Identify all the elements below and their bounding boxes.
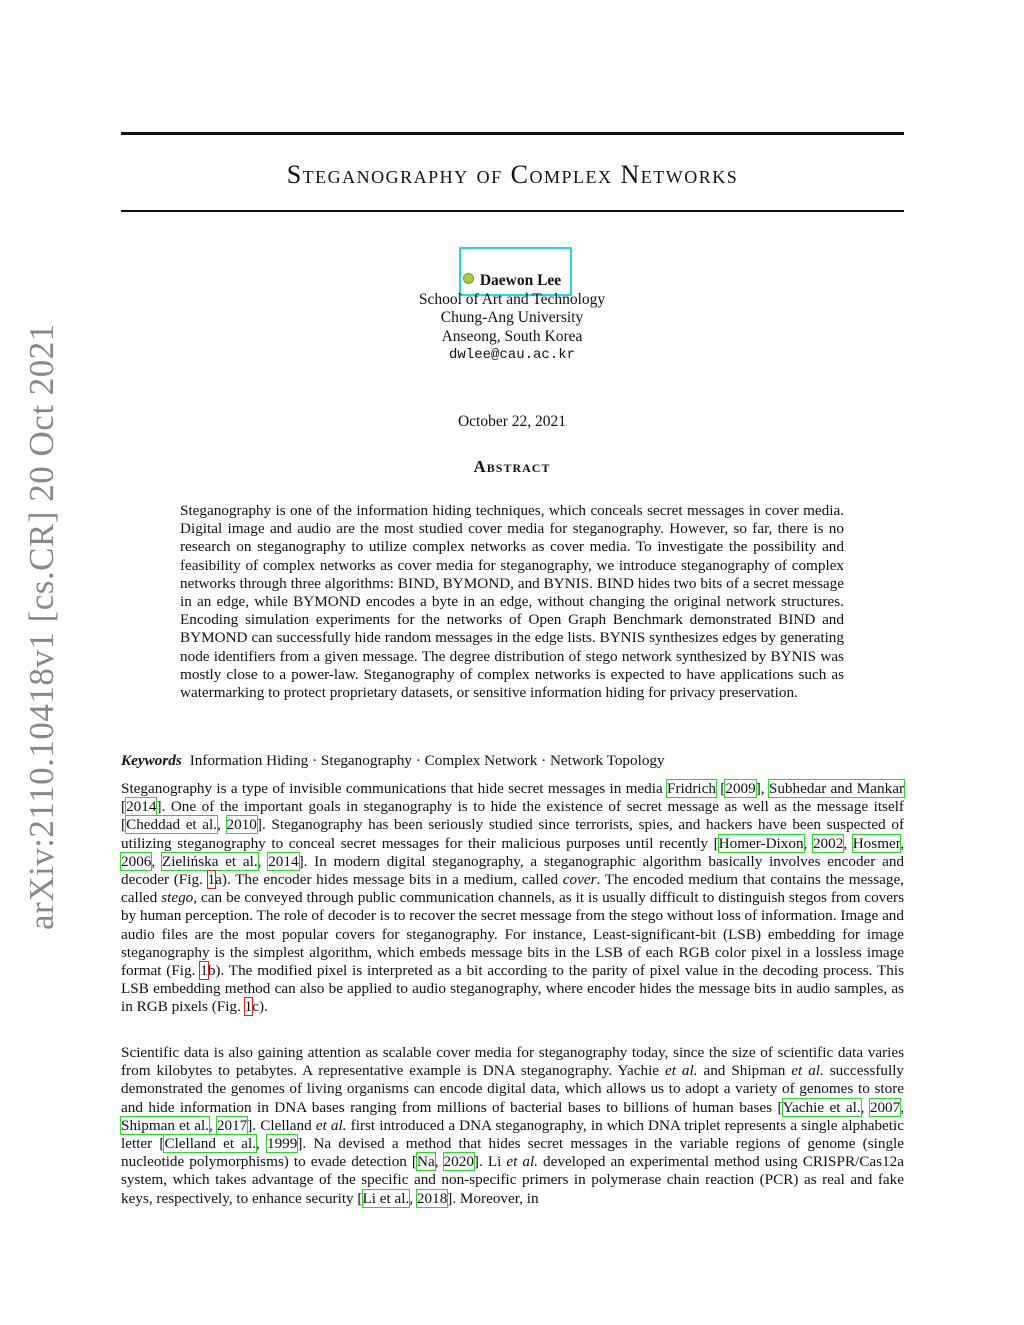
paper-title: Steganography of Complex Networks <box>286 160 739 189</box>
citation-link[interactable]: Clelland et al. <box>164 1135 256 1153</box>
figure-ref-link[interactable]: 1 <box>244 998 253 1016</box>
abstract-heading: Abstract <box>473 457 551 476</box>
intro-paragraph-1 <box>121 780 904 1017</box>
text: , <box>843 834 853 852</box>
citation-link[interactable]: Subhedar and Mankar <box>768 780 905 797</box>
citation-link[interactable]: 2009 <box>725 780 756 797</box>
text: , <box>900 1098 905 1116</box>
text: developed an experimental method using CRISPR/Cas12a system, which takes advantage of the specific and non-specific primers in polymerase chain reaction (PCR) as real and fake keys, respectively, to enhance security [ <box>121 1153 904 1207</box>
text: successfully demonstrated the genomes of living organisms can encode digital data, which allows us to adopt a variety of genomes to store and hide information in DNA bases ranging from millions of bacterial bases to billions of human bases [ <box>121 1062 905 1116</box>
text: Steganography is a type of invisible communications that hide secret messages in media <box>121 780 668 797</box>
emphasis: et al. <box>315 1116 347 1134</box>
paper-date: October 22, 2021 <box>457 413 567 430</box>
text: [ <box>715 780 726 797</box>
author-university: Chung-Ang University <box>440 309 584 326</box>
text: ]. Li <box>473 1153 507 1171</box>
citation-link[interactable]: 2014 <box>126 798 157 816</box>
citation-link[interactable]: 2018 <box>416 1189 448 1207</box>
emphasis: et al. <box>664 1062 698 1080</box>
emphasis: et al. <box>791 1062 824 1080</box>
arxiv-sidebar-stamp: arXiv:2110.10418v1 [cs.CR] 20 Oct 2021 <box>22 323 61 930</box>
citation-link[interactable]: 2007 <box>869 1098 901 1116</box>
citation-link[interactable]: 2020 <box>443 1153 474 1171</box>
citation-link[interactable]: Shipman et al. <box>121 1116 209 1134</box>
title-top-rule <box>121 132 904 135</box>
citation-link[interactable]: Fridrich <box>667 780 716 797</box>
text: , <box>860 1098 870 1116</box>
text: , <box>217 816 227 834</box>
abstract-text: Steganography is one of the information hiding techniques, which conceals secret messages in cover media. Digital image and audio are the most studied cover media for steganography. However, so far, there is no research on steganography to utilize complex networks as cover media. To investigate the possibility and feasibility of complex networks as cover media for steganography, we introduce steganography of complex networks through three algorithms: BIND, BYMOND, and BYNIS. BIND hides two bits of a secret message in an edge, while BYMOND encodes a byte in an edge, without changing the original network structures. Encoding simulation experiments for the networks of Open Graph Benchmark demonstrated BIND and BYMOND can successfully hide random messages in the edge lists. BYNIS synthesizes edges by generating node identifiers from a given message. The degree distribution of stego network synthesized by BYNIS was mostly close to a power-law. Steganography of complex networks is expected to have applications such as watermarking to protect proprietary datasets, or sensitive information hiding for privacy preservation. <box>180 502 844 702</box>
text: ]. Clelland <box>247 1116 316 1134</box>
citation-link[interactable]: Yachie et al. <box>782 1098 861 1116</box>
citation-link[interactable]: Na <box>416 1153 435 1171</box>
text: , <box>257 852 269 870</box>
text: , <box>803 834 813 852</box>
text: ]. In modern digital steganography, a steganographic algorithm basically involves encoder and decoder (Fig. <box>121 852 905 889</box>
citation-link[interactable]: Li et al. <box>362 1189 410 1207</box>
keywords-line <box>121 752 904 770</box>
text: first introduced a DNA steganography, in which DNA triplet represents a single alphabetic letter [ <box>121 1116 904 1153</box>
text: , <box>151 852 162 870</box>
text: ], <box>755 780 769 797</box>
figure-ref-link[interactable]: 1 <box>200 962 208 980</box>
keywords-text: Information Hiding · Steganography · Complex Network · Network Topology <box>189 752 665 769</box>
text: ]. Steganography has been seriously studied since terrorists, spies, and hackers have been suspected of utilizing steganography to conceal secret messages for their malicious purposes until recently [ <box>121 816 904 852</box>
text: , <box>256 1135 267 1153</box>
author-name: Daewon Lee <box>479 272 562 289</box>
author-location: Anseong, South Korea <box>441 327 583 345</box>
citation-link[interactable]: 1999 <box>266 1135 298 1153</box>
text: . The encoded medium that contains the message, called <box>121 871 904 907</box>
citation-link[interactable]: 2006 <box>121 852 152 870</box>
text: , can be conveyed through public communication channels, as it is usually difficult to distinguish stegos from covers by human perception. The role of decoder is to recover the secret message from the stego without loss of information. Image and audio files are the most popular covers for steganography. For instance, Least-significant-bit (LSB) embedding for image steganography is the simplest algorithm, which embeds message bits in the LSB of each RGB color pixel in a lossless image format (Fig. <box>121 889 904 980</box>
text: , <box>208 1116 217 1134</box>
figure-ref-link[interactable]: 1 <box>207 871 216 889</box>
text: Scientific data is also gaining attention as scalable cover media for steganography today, since the size of scientific data varies from kilobytes to petabytes. A representative example is DNA steganography. Yachie <box>121 1044 904 1080</box>
author-affiliation: School of Art and Technology <box>418 290 606 308</box>
citation-link[interactable]: Zielińska et al. <box>161 852 258 870</box>
text: [ <box>121 798 127 816</box>
emphasis: stego <box>161 889 194 907</box>
keywords-label: Keywords <box>121 752 182 769</box>
intro-paragraph-2 <box>121 1044 904 1208</box>
citation-link[interactable]: 2002 <box>812 834 844 852</box>
text: , <box>434 1153 444 1171</box>
text: c). <box>252 998 268 1016</box>
author-email: dwlee@cau.ac.kr <box>448 347 576 363</box>
citation-link[interactable]: Cheddad et al. <box>126 816 218 834</box>
text: ]. Na devised a method that hides secret messages in the variable regions of genome (single nucleotide polymorphisms) to evade detection [ <box>121 1135 905 1171</box>
text: a). The encoder hides message bits in a medium, called <box>215 871 563 889</box>
emphasis: et al. <box>506 1153 538 1171</box>
author-block <box>300 272 724 365</box>
citation-link[interactable]: 2014 <box>268 852 299 870</box>
text: and Shipman <box>697 1062 792 1080</box>
emphasis: cover <box>562 871 597 889</box>
text: ]. Moreover, in <box>447 1189 539 1207</box>
title-bottom-rule <box>121 210 904 212</box>
citation-link[interactable]: 2017 <box>216 1116 248 1134</box>
citation-link[interactable]: 2010 <box>226 816 257 834</box>
text: ]. One of the important goals in steganography is to hide the existence of secret message as well as the message itself [ <box>121 798 904 834</box>
text: , <box>409 1189 417 1207</box>
orcid-icon[interactable] <box>463 273 474 284</box>
text: , <box>900 834 904 852</box>
citation-link[interactable]: Homer-Dixon <box>718 834 804 852</box>
citation-link[interactable]: Hosmer <box>852 834 901 852</box>
text: b). The modified pixel is interpreted as a bit according to the parity of pixel value in the decoding process. This LSB embedding method can also be applied to audio steganography, where encoder hides the message bits in audio samples, as in RGB pixels (Fig. <box>121 962 904 1016</box>
